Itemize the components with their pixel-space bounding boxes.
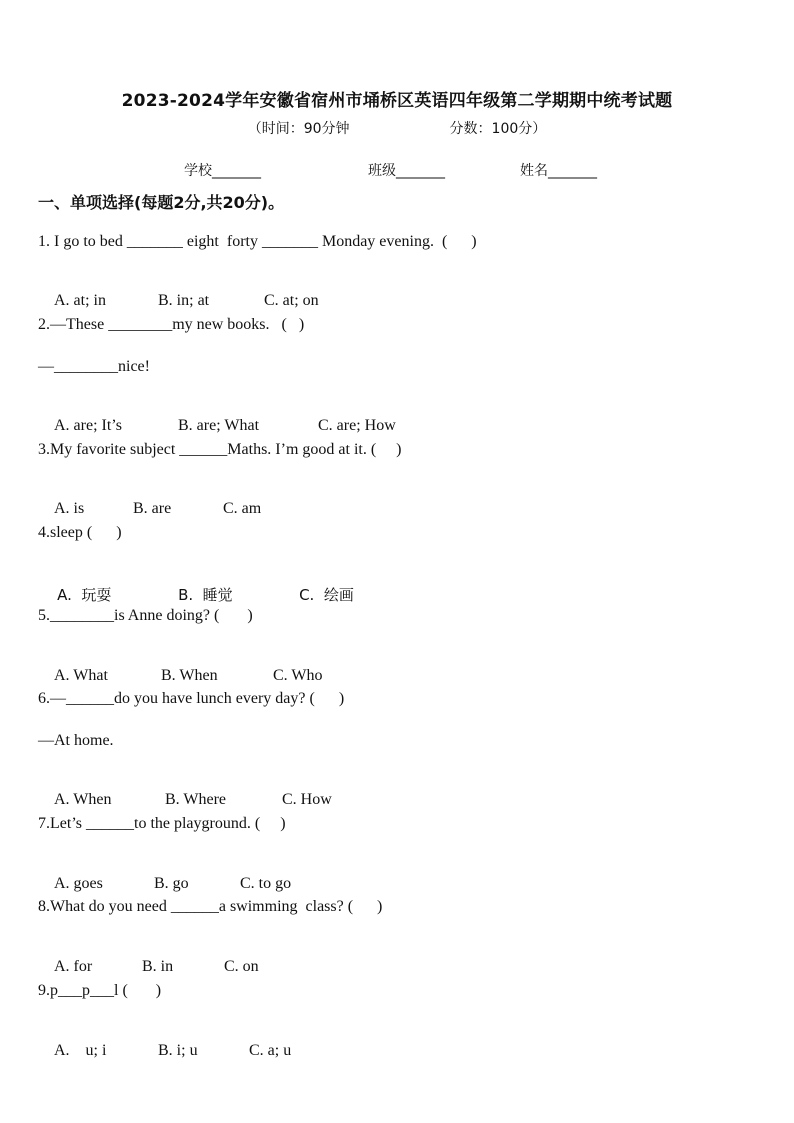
- option-c[interactable]: C. a; u: [249, 1042, 292, 1059]
- question-8-stem: 8.What do you need ______a swimming class? ( ): [38, 898, 383, 915]
- school-field: 学校_______: [184, 163, 261, 179]
- option-b[interactable]: B. 睡觉: [178, 586, 233, 604]
- time-limit: （时间：90分钟: [247, 121, 350, 137]
- option-b[interactable]: B. go: [154, 875, 189, 892]
- option-b[interactable]: B. are: [133, 500, 172, 517]
- class-field: 班级_______: [368, 163, 445, 179]
- option-b[interactable]: B. in; at: [158, 292, 210, 309]
- option-a[interactable]: A. When: [54, 791, 112, 808]
- option-c[interactable]: C. am: [223, 500, 262, 517]
- question-5-stem: 5.________is Anne doing? ( ): [38, 607, 253, 624]
- option-c[interactable]: C. 绘画: [299, 586, 354, 604]
- option-c[interactable]: C. Who: [273, 667, 323, 684]
- option-c[interactable]: C. on: [224, 958, 259, 975]
- question-9-stem: 9.p___p___l ( ): [38, 982, 162, 999]
- option-b[interactable]: B. When: [161, 667, 218, 684]
- option-b[interactable]: B. are; What: [178, 417, 260, 434]
- question-1-stem: 1. I go to bed _______ eight forty _______ Monday evening. ( ): [38, 233, 477, 250]
- question-9-options: [38, 1024, 291, 1078]
- question-7-stem: 7.Let’s ______to the playground. ( ): [38, 815, 286, 832]
- option-a[interactable]: A. are; It’s: [54, 417, 122, 434]
- option-c[interactable]: C. are; How: [318, 417, 396, 434]
- option-a[interactable]: A. is: [54, 500, 85, 517]
- option-b[interactable]: B. i; u: [158, 1042, 198, 1059]
- name-field: 姓名_______: [520, 163, 597, 179]
- option-b[interactable]: B. Where: [165, 791, 227, 808]
- question-4-stem: 4.sleep ( ): [38, 524, 122, 541]
- total-score: 分数：100分）: [449, 121, 547, 137]
- option-a[interactable]: A. u; i: [54, 1042, 107, 1059]
- option-a[interactable]: A. What: [54, 667, 108, 684]
- option-c[interactable]: C. to go: [240, 875, 292, 892]
- exam-title: 2023-2024学年安徽省宿州市埇桥区英语四年级第二学期期中统考试题: [121, 91, 673, 111]
- question-6-stem: 6.—______do you have lunch every day? ( ): [38, 690, 345, 707]
- option-c[interactable]: C. How: [282, 791, 332, 808]
- option-a[interactable]: A. goes: [54, 875, 103, 892]
- option-a[interactable]: A. 玩耍: [57, 586, 112, 604]
- section-heading: 一、单项选择(每题2分,共20分)。: [38, 193, 285, 212]
- option-a[interactable]: A. at; in: [54, 292, 106, 309]
- option-a[interactable]: A. for: [54, 958, 93, 975]
- question-2-stem: 2.—These ________my new books. ( ): [38, 316, 305, 333]
- question-6-stem-reply: —At home.: [38, 732, 114, 749]
- question-3-stem: 3.My favorite subject ______Maths. I’m good at it. ( ): [38, 441, 402, 458]
- question-2-stem-reply: —________nice!: [38, 358, 150, 375]
- option-b[interactable]: B. in: [142, 958, 174, 975]
- option-c[interactable]: C. at; on: [264, 292, 319, 309]
- exam-subtitle: [0, 118, 794, 138]
